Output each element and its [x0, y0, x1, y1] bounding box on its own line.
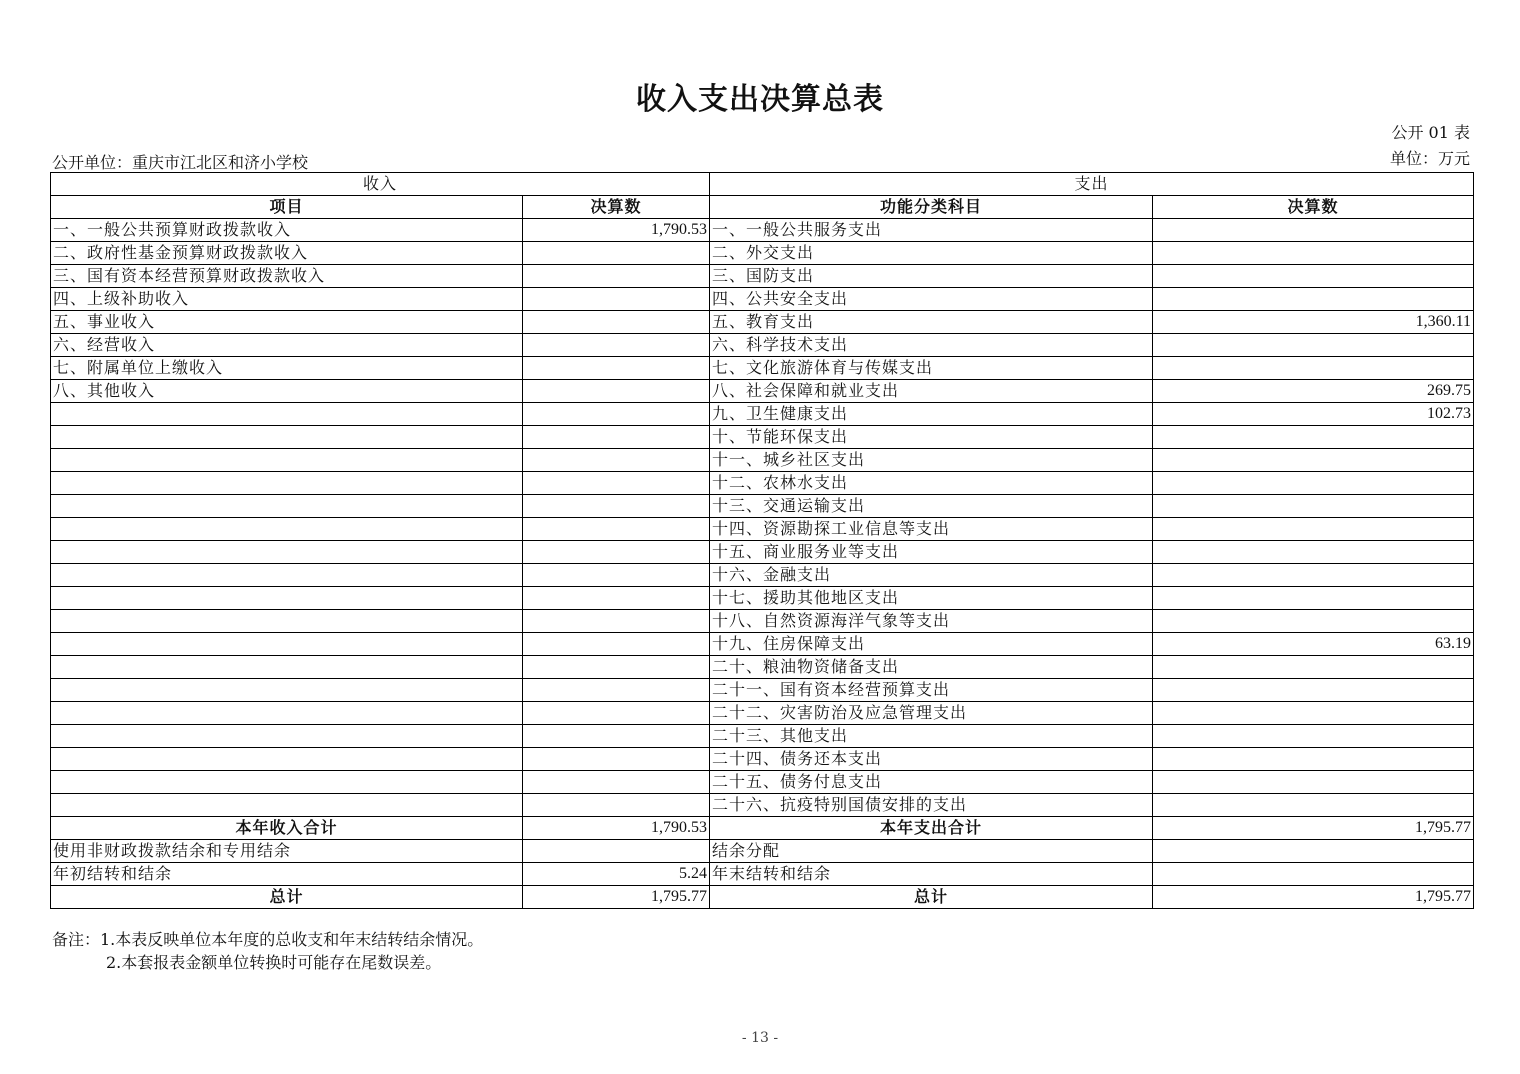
expense-item-cell: 十一、城乡社区支出: [710, 449, 1153, 472]
category-column-header: 功能分类科目: [710, 196, 1153, 219]
income-item-cell: 七、附属单位上缴收入: [51, 357, 523, 380]
table-row: [51, 725, 1474, 748]
table-row: [51, 242, 1474, 265]
expense-amount-cell: [1153, 587, 1474, 610]
expense-amount-cell: 1,360.11: [1153, 311, 1474, 334]
expense-amount-cell: [1153, 472, 1474, 495]
table-row: [51, 357, 1474, 380]
note-2: 2.本套报表金额单位转换时可能存在尾数误差。: [106, 953, 442, 972]
income-amount-cell: 1,795.77: [523, 886, 710, 909]
table-row: [51, 771, 1474, 794]
expense-item-cell: 二十一、国有资本经营预算支出: [710, 679, 1153, 702]
expense-amount-cell: [1153, 840, 1474, 863]
income-item-cell: [51, 495, 523, 518]
expense-item-cell: 总计: [710, 886, 1153, 909]
income-amount-column-header: 决算数: [523, 196, 710, 219]
expense-amount-cell: [1153, 748, 1474, 771]
income-item-cell: [51, 702, 523, 725]
income-amount-cell: [523, 334, 710, 357]
expense-item-cell: 十四、资源勘探工业信息等支出: [710, 518, 1153, 541]
income-amount-cell: [523, 564, 710, 587]
table-row: [51, 656, 1474, 679]
table-row: [51, 288, 1474, 311]
income-amount-cell: [523, 702, 710, 725]
reporting-unit: 公开单位：重庆市江北区和济小学校: [52, 153, 309, 172]
table-row: [51, 610, 1474, 633]
expense-amount-cell: [1153, 863, 1474, 886]
expense-item-cell: 五、教育支出: [710, 311, 1153, 334]
expense-item-cell: 十、节能环保支出: [710, 426, 1153, 449]
income-amount-cell: [523, 357, 710, 380]
table-row: [51, 426, 1474, 449]
income-item-cell: 六、经营收入: [51, 334, 523, 357]
table-row: [51, 541, 1474, 564]
expense-item-cell: 三、国防支出: [710, 265, 1153, 288]
income-item-cell: 四、上级补助收入: [51, 288, 523, 311]
table-row: [51, 380, 1474, 403]
income-item-cell: [51, 403, 523, 426]
item-column-header: 项目: [51, 196, 523, 219]
expense-amount-cell: [1153, 426, 1474, 449]
income-item-cell: 一、一般公共预算财政拨款收入: [51, 219, 523, 242]
income-amount-cell: [523, 518, 710, 541]
expense-amount-cell: [1153, 265, 1474, 288]
income-item-cell: [51, 426, 523, 449]
expense-header: 支出: [710, 173, 1474, 196]
expense-item-cell: 十五、商业服务业等支出: [710, 541, 1153, 564]
expense-item-cell: 年末结转和结余: [710, 863, 1153, 886]
expense-amount-cell: 1,795.77: [1153, 817, 1474, 840]
expense-amount-column-header: 决算数: [1153, 196, 1474, 219]
table-row: [51, 748, 1474, 771]
income-amount-cell: [523, 472, 710, 495]
income-amount-cell: [523, 794, 710, 817]
income-item-cell: [51, 610, 523, 633]
notes: [52, 928, 483, 974]
expense-amount-cell: [1153, 449, 1474, 472]
expense-item-cell: 十二、农林水支出: [710, 472, 1153, 495]
expense-amount-cell: [1153, 518, 1474, 541]
expense-amount-cell: 1,795.77: [1153, 886, 1474, 909]
expense-item-cell: 二十四、债务还本支出: [710, 748, 1153, 771]
expense-item-cell: 十六、金融支出: [710, 564, 1153, 587]
expense-amount-cell: [1153, 679, 1474, 702]
table-row: [51, 311, 1474, 334]
table-row: [51, 679, 1474, 702]
income-item-cell: 本年收入合计: [51, 817, 523, 840]
income-item-cell: [51, 633, 523, 656]
income-item-cell: [51, 518, 523, 541]
budget-table: [50, 172, 1474, 909]
income-item-cell: [51, 794, 523, 817]
expense-amount-cell: [1153, 357, 1474, 380]
expense-item-cell: 本年支出合计: [710, 817, 1153, 840]
subtotal-row: [51, 817, 1474, 840]
expense-amount-cell: [1153, 656, 1474, 679]
income-item-cell: [51, 472, 523, 495]
income-item-cell: [51, 449, 523, 472]
income-amount-cell: [523, 748, 710, 771]
table-row: [51, 587, 1474, 610]
income-amount-cell: [523, 633, 710, 656]
total-row: [51, 886, 1474, 909]
income-item-cell: 五、事业收入: [51, 311, 523, 334]
expense-amount-cell: 63.19: [1153, 633, 1474, 656]
income-amount-cell: [523, 449, 710, 472]
income-amount-cell: [523, 587, 710, 610]
expense-item-cell: 十九、住房保障支出: [710, 633, 1153, 656]
expense-item-cell: 一、一般公共服务支出: [710, 219, 1153, 242]
table-row: [51, 840, 1474, 863]
income-amount-cell: [523, 288, 710, 311]
table-row: [51, 518, 1474, 541]
form-number: 公开 01 表: [1391, 123, 1470, 142]
expense-item-cell: 结余分配: [710, 840, 1153, 863]
income-amount-cell: [523, 541, 710, 564]
expense-amount-cell: 102.73: [1153, 403, 1474, 426]
expense-item-cell: 九、卫生健康支出: [710, 403, 1153, 426]
table-row: [51, 633, 1474, 656]
expense-amount-cell: [1153, 242, 1474, 265]
income-header: 收入: [51, 173, 710, 196]
income-amount-cell: [523, 679, 710, 702]
income-item-cell: 二、政府性基金预算财政拨款收入: [51, 242, 523, 265]
expense-item-cell: 十七、援助其他地区支出: [710, 587, 1153, 610]
income-item-cell: 年初结转和结余: [51, 863, 523, 886]
page-number: - 13 -: [741, 1030, 779, 1046]
income-item-cell: 三、国有资本经营预算财政拨款收入: [51, 265, 523, 288]
table-row: [51, 334, 1474, 357]
expense-item-cell: 六、科学技术支出: [710, 334, 1153, 357]
income-amount-cell: [523, 242, 710, 265]
expense-amount-cell: 269.75: [1153, 380, 1474, 403]
table-row: [51, 794, 1474, 817]
income-amount-cell: [523, 610, 710, 633]
expense-item-cell: 十三、交通运输支出: [710, 495, 1153, 518]
table-row: [51, 863, 1474, 886]
page-title: 收入支出决算总表: [636, 82, 884, 117]
note-1: 备注：1.本表反映单位本年度的总收支和年末结转结余情况。: [52, 930, 484, 949]
expense-amount-cell: [1153, 610, 1474, 633]
income-item-cell: [51, 587, 523, 610]
expense-item-cell: 十八、自然资源海洋气象等支出: [710, 610, 1153, 633]
income-amount-cell: [523, 725, 710, 748]
income-amount-cell: 1,790.53: [523, 219, 710, 242]
expense-item-cell: 二十、粮油物资储备支出: [710, 656, 1153, 679]
income-item-cell: 使用非财政拨款结余和专用结余: [51, 840, 523, 863]
expense-amount-cell: [1153, 288, 1474, 311]
expense-item-cell: 七、文化旅游体育与传媒支出: [710, 357, 1153, 380]
table-row: [51, 472, 1474, 495]
expense-amount-cell: [1153, 794, 1474, 817]
table-row: [51, 495, 1474, 518]
expense-amount-cell: [1153, 541, 1474, 564]
income-amount-cell: [523, 403, 710, 426]
income-amount-cell: [523, 840, 710, 863]
currency-unit: 单位：万元: [1389, 149, 1470, 168]
income-amount-cell: [523, 311, 710, 334]
income-item-cell: [51, 748, 523, 771]
income-amount-cell: [523, 656, 710, 679]
expense-amount-cell: [1153, 702, 1474, 725]
table-row: [51, 449, 1474, 472]
income-amount-cell: [523, 265, 710, 288]
expense-item-cell: 二、外交支出: [710, 242, 1153, 265]
expense-item-cell: 四、公共安全支出: [710, 288, 1153, 311]
column-header-row: [51, 196, 1474, 219]
expense-amount-cell: [1153, 771, 1474, 794]
income-item-cell: [51, 679, 523, 702]
expense-amount-cell: [1153, 564, 1474, 587]
expense-amount-cell: [1153, 334, 1474, 357]
expense-item-cell: 二十二、灾害防治及应急管理支出: [710, 702, 1153, 725]
income-item-cell: 八、其他收入: [51, 380, 523, 403]
income-amount-cell: 1,790.53: [523, 817, 710, 840]
expense-amount-cell: [1153, 495, 1474, 518]
income-amount-cell: [523, 426, 710, 449]
table-row: [51, 219, 1474, 242]
expense-amount-cell: [1153, 725, 1474, 748]
section-header-row: [51, 173, 1474, 196]
expense-amount-cell: [1153, 219, 1474, 242]
income-amount-cell: [523, 771, 710, 794]
expense-item-cell: 二十六、抗疫特别国债安排的支出: [710, 794, 1153, 817]
expense-item-cell: 二十五、债务付息支出: [710, 771, 1153, 794]
income-amount-cell: 5.24: [523, 863, 710, 886]
expense-item-cell: 八、社会保障和就业支出: [710, 380, 1153, 403]
income-amount-cell: [523, 495, 710, 518]
table-row: [51, 564, 1474, 587]
income-item-cell: [51, 541, 523, 564]
income-item-cell: 总计: [51, 886, 523, 909]
income-amount-cell: [523, 380, 710, 403]
table-row: [51, 702, 1474, 725]
table-row: [51, 403, 1474, 426]
table-row: [51, 265, 1474, 288]
income-item-cell: [51, 771, 523, 794]
income-item-cell: [51, 564, 523, 587]
expense-item-cell: 二十三、其他支出: [710, 725, 1153, 748]
income-item-cell: [51, 725, 523, 748]
income-item-cell: [51, 656, 523, 679]
